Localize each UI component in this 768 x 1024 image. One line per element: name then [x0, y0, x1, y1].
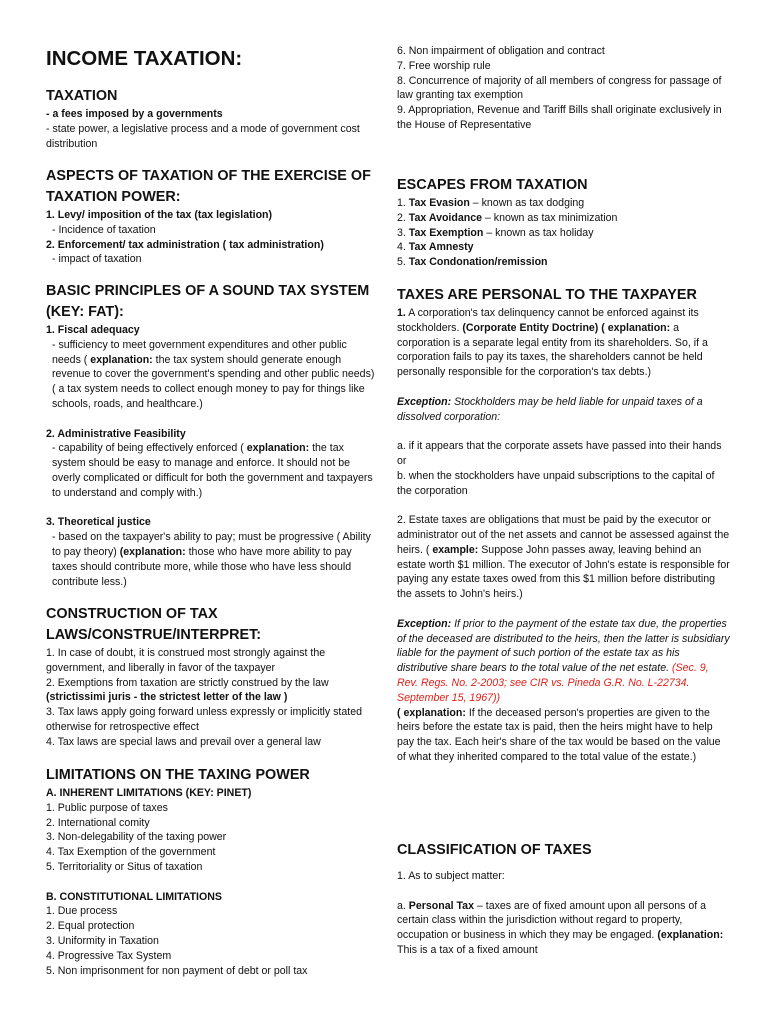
constitutional-item: 7. Free worship rule: [397, 59, 491, 72]
inherent-item: 2. International comity: [46, 816, 150, 829]
escape-item: 3. Tax Exemption – known as tax holiday: [397, 226, 594, 239]
constitutional-heading: B. CONSTITUTIONAL LIMITATIONS: [46, 890, 222, 903]
limitations-section: [46, 765, 376, 978]
principles-heading: BASIC PRINCIPLES OF A SOUND TAX SYSTEM (KEY: FAT):: [46, 283, 370, 320]
aspects-subitem: - Incidence of taxation: [52, 223, 156, 236]
escape-item: 4. Tax Amnesty: [397, 241, 474, 254]
principle-text: - capability of being effectively enforced ( explanation: the tax system should be easy to manage and enforce. It should not be overly complicated or difficult for both the government and taxpayers to understand and comply with.): [52, 442, 373, 499]
constitutional-item: 6. Non impairment of obligation and contract: [397, 45, 605, 57]
exception-item: b. when the stockholders have unpaid subscriptions to the capital of the corporation: [397, 469, 715, 497]
constitutional-item: 9. Appropriation, Revenue and Tariff Bills shall originate exclusively in the House of Representative: [397, 104, 722, 131]
page-title: INCOME TAXATION:: [46, 47, 243, 70]
constitutional-item: 3. Uniformity in Taxation: [46, 934, 159, 947]
constitutional-item: 2. Equal protection: [46, 920, 135, 933]
escape-item: 1. Tax Evasion – known as tax dodging: [397, 197, 585, 209]
classification-item: a. Personal Tax – taxes are of fixed amount upon all persons of a certain class within the jurisdiction without regard to property, occupation or business in which they may be engaged. (explanation: This is a tax of a fixed amount: [397, 899, 724, 956]
inherent-heading: A. INHERENT LIMITATIONS (KEY: PINET): [46, 787, 252, 799]
escape-item: 5. Tax Condonation/remission: [397, 256, 548, 269]
construction-section: [46, 604, 376, 750]
constitutional-item: 1. Due process: [46, 905, 118, 918]
exception-2-explanation: ( explanation: If the deceased person's properties are given to the heirs before the estate tax is paid, then the heirs might have to help pay the tax. Each heir's share of the tax would be based on the value of what they inherited compared to the total value of the estate.): [397, 706, 721, 763]
escape-item: 2. Tax Avoidance – known as tax minimization: [397, 211, 618, 224]
taxation-section: [46, 86, 376, 151]
principle-title: 1. Fiscal adequacy: [46, 324, 140, 336]
classification-heading: CLASSIFICATION OF TAXES: [397, 842, 592, 858]
construction-item: 3. Tax laws apply going forward unless expressly or implicitly stated otherwise for retrospective effect: [46, 706, 362, 733]
personal-heading: TAXES ARE PERSONAL TO THE TAXPAYER: [397, 287, 697, 303]
limitations-heading: LIMITATIONS ON THE TAXING POWER: [46, 767, 310, 783]
personal-item-1: 1. A corporation's tax delinquency cannot be enforced against its stockholders. (Corporate Entity Doctrine) ( explanation: a corporation is a separate legal entity from its shareholders. So, if a corporation fails to pay its taxes, the shareholders cannot be held personally responsible for the corporation's tax debts.): [397, 307, 708, 379]
inherent-item: 4. Tax Exemption of the government: [46, 846, 216, 859]
exception-1: Exception: Stockholders may be held liable for unpaid taxes of a dissolved corporation:: [397, 395, 703, 423]
personal-item-2: 2. Estate taxes are obligations that must be paid by the executor or administrator out of the net assets and cannot be assessed against the heirs. ( example: Suppose John passes away, leaving behind an estate worth $1 million. The executor of John's estate is responsible for paying any estate taxes owed from this $1 million before distributing the assets to John's heirs.): [397, 514, 730, 601]
principle-text: - sufficiency to meet government expenditures and other public needs ( explanation: the tax system should generate enough revenue to cover the government's spending and other public needs) ( a tax system needs to collect enough money to pay for things like schools, roads, and healthcare.): [52, 338, 375, 410]
inherent-item: 3. Non-delegability of the taxing power: [46, 831, 227, 844]
escapes-heading: ESCAPES FROM TAXATION: [397, 177, 588, 193]
inherent-item: 5. Territoriality or Situs of taxation: [46, 860, 203, 873]
escapes-section: [397, 175, 732, 270]
taxation-line: - a fees imposed by a governments: [46, 108, 223, 120]
construction-item: 2. Exemptions from taxation are strictly construed by the law (strictissimi juris - the strictest letter of the law ): [46, 676, 329, 704]
taxation-line: - state power, a legislative process and a mode of government cost distribution: [46, 122, 360, 150]
construction-item: 1. In case of doubt, it is construed most strongly against the government, and liberally in favor of the taxpayer: [46, 647, 326, 674]
aspects-item: 1. Levy/ imposition of the tax (tax legislation): [46, 209, 273, 221]
citation: (Sec. 9, Rev. Regs. No. 2-2003; see CIR vs. Pineda G.R. No. L-22734. September 15, 1967)): [397, 662, 709, 704]
aspects-item: 2. Enforcement/ tax administration ( tax administration): [46, 238, 324, 251]
classification-section: [397, 840, 732, 958]
personal-section: [397, 285, 732, 765]
principle-text: - based on the taxpayer's ability to pay; must be progressive ( Ability to pay theory) (explanation: those who have more ability to pay taxes should contribute more, while those who have less should contribute less.): [52, 531, 371, 588]
constitutional-item: 4. Progressive Tax System: [46, 949, 172, 962]
principles-section: [46, 281, 376, 589]
principle-title: 3. Theoretical justice: [46, 516, 151, 529]
principle-title: 2. Administrative Feasibility: [46, 427, 186, 440]
aspects-section: [46, 166, 376, 267]
classification-sub: 1. As to subject matter:: [397, 870, 505, 882]
constitutional-item: 8. Concurrence of majority of all members of congress for passage of law granting tax exemption: [397, 74, 722, 102]
inherent-item: 1. Public purpose of taxes: [46, 801, 168, 814]
construction-item: 4. Tax laws are special laws and prevail over a general law: [46, 735, 321, 748]
exception-item: a. if it appears that the corporate assets have passed into their hands or: [397, 440, 722, 467]
constitutional-continued: [397, 44, 732, 133]
aspects-heading: ASPECTS OF TAXATION OF THE EXERCISE OF TAXATION POWER:: [46, 168, 371, 205]
taxation-heading: TAXATION: [46, 88, 118, 104]
constitutional-item: 5. Non imprisonment for non payment of debt or poll tax: [46, 964, 308, 977]
construction-heading: CONSTRUCTION OF TAX LAWS/CONSTRUE/INTERPRET:: [46, 606, 262, 643]
exception-2: Exception: If prior to the payment of the estate tax due, the properties of the deceased are distributed to the heirs, then the latter is subsidiary liable for the payment of such portion of the estate tax as his distributive share bears to the total value of the net estate. (Sec. 9, Rev. Regs. No. 2-2003; see CIR vs. Pineda G.R. No. L-22734. September 15, 1967)): [397, 617, 730, 704]
aspects-subitem: - impact of taxation: [52, 253, 142, 266]
